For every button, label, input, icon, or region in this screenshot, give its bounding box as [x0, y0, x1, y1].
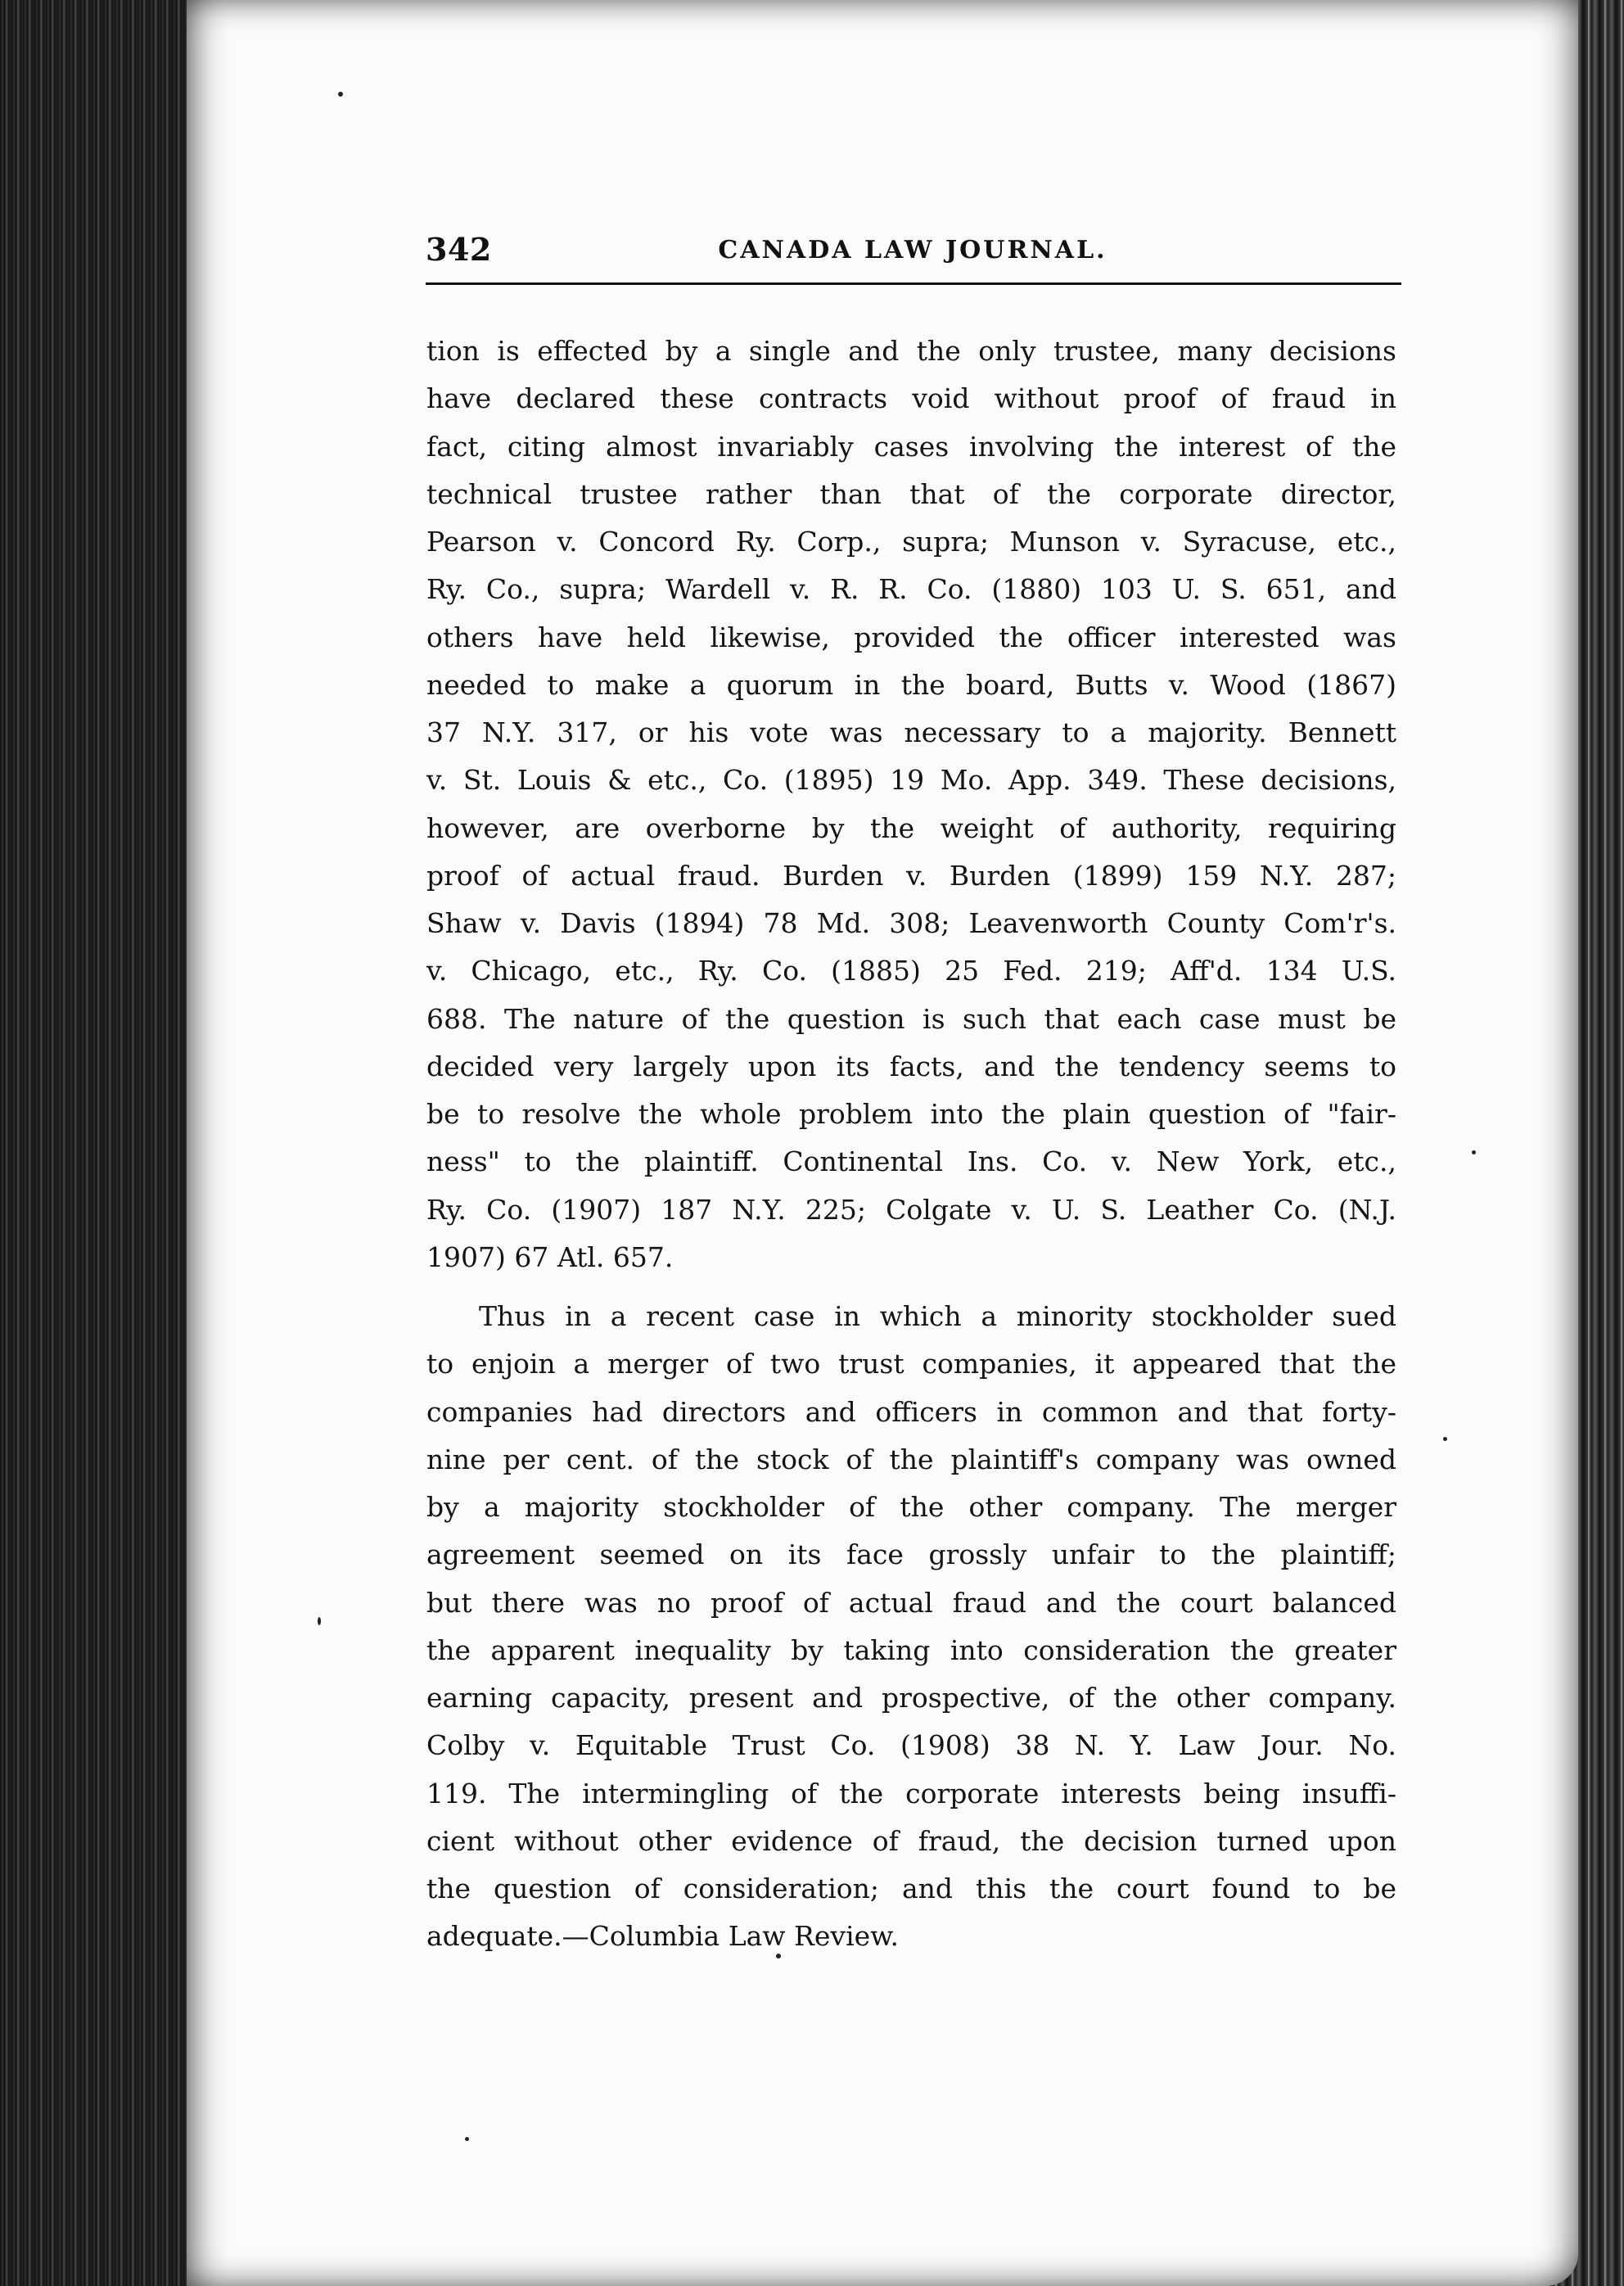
- text-line: ness" to the plaintiff. Continental Ins. Co. v. New York, etc.,: [426, 1145, 1396, 1178]
- text-line: v. Chicago, etc., Ry. Co. (1885) 25 Fed. 219; Aff'd. 134 U.S.: [426, 955, 1396, 987]
- text-line: the question of consideration; and this the court found to be: [426, 1873, 1396, 1904]
- text-line: however, are overborne by the weight of authority, requiring: [426, 811, 1396, 844]
- scan-dark-margin-left: [0, 0, 205, 2286]
- text-line: proof of actual fraud. Burden v. Burden (1899) 159 N.Y. 287;: [426, 859, 1396, 892]
- text-line: but there was no proof of actual fraud and the court balanced: [426, 1586, 1396, 1619]
- text-line: Pearson v. Concord Ry. Corp., supra; Munson v. Syracuse, etc.,: [426, 526, 1396, 558]
- article-text: [426, 328, 1396, 1961]
- text-line: 1907) 67 Atl. 657.: [426, 1240, 674, 1273]
- scan-speck: [338, 92, 343, 97]
- text-line: the apparent inequality by taking into consideration the greater: [426, 1633, 1396, 1666]
- text-line: Colby v. Equitable Trust Co. (1908) 38 N. Y. Law Jour. No.: [426, 1729, 1396, 1762]
- text-line: decided very largely upon its facts, and the tendency seems to: [426, 1050, 1396, 1082]
- text-line: Ry. Co. (1907) 187 N.Y. 225; Colgate v. U. S. Leather Co. (N.J.: [426, 1193, 1396, 1226]
- paragraph-gap: [426, 1281, 1396, 1293]
- page-number: 342: [426, 231, 492, 268]
- text-line: cient without other evidence of fraud, the decision turned upon: [426, 1824, 1396, 1857]
- text-line: technical trustee rather than that of the corporate director,: [426, 477, 1396, 510]
- header-rule: [426, 282, 1401, 285]
- text-line: by a majority stockholder of the other company. The merger: [426, 1491, 1396, 1523]
- text-line: adequate.—Columbia Law Review.: [426, 1920, 899, 1953]
- page-header: [426, 231, 1400, 280]
- text-line: agreement seemed on its face grossly unfair to the plaintiff;: [426, 1538, 1396, 1571]
- text-line: 688. The nature of the question is such that each case must be: [426, 1002, 1396, 1035]
- text-line: fact, citing almost invariably cases involving the interest of the: [426, 430, 1396, 463]
- scan-speck: [1472, 1150, 1476, 1154]
- text-line: earning capacity, present and prospective, of the other company.: [426, 1682, 1396, 1714]
- text-line: tion is effected by a single and the only trustee, many decisions: [426, 335, 1396, 367]
- text-line: Ry. Co., supra; Wardell v. R. R. Co. (1880) 103 U. S. 651, and: [426, 573, 1396, 606]
- running-head: CANADA LAW JOURNAL.: [718, 236, 1107, 264]
- text-line: be to resolve the whole problem into the plain question of "fair-: [426, 1098, 1396, 1130]
- text-line: companies had directors and officers in common and that forty-: [426, 1395, 1396, 1428]
- text-line: 119. The intermingling of the corporate interests being insuffi-: [426, 1777, 1396, 1809]
- scan-speck: [465, 2137, 469, 2141]
- text-line: Shaw v. Davis (1894) 78 Md. 308; Leavenworth County Com'r's.: [426, 907, 1396, 939]
- text-line: nine per cent. of the stock of the plaintiff's company was owned: [426, 1443, 1396, 1475]
- scan-speck: [1443, 1437, 1447, 1441]
- text-line: 37 N.Y. 317, or his vote was necessary to a majority. Bennett: [426, 716, 1396, 748]
- text-line: Thus in a recent case in which a minority stockholder sued: [479, 1300, 1396, 1332]
- scan-speck: [318, 1617, 321, 1625]
- paragraph-1: [426, 328, 1396, 1281]
- text-line: others have held likewise, provided the officer interested was: [426, 621, 1396, 653]
- text-line: to enjoin a merger of two trust companies, it appeared that the: [426, 1348, 1396, 1380]
- text-line: v. St. Louis & etc., Co. (1895) 19 Mo. App. 349. These decisions,: [426, 764, 1396, 797]
- text-line: needed to make a quorum in the board, Butts v. Wood (1867): [426, 668, 1396, 701]
- paragraph-2: [426, 1293, 1396, 1961]
- text-line: have declared these contracts void without proof of fraud in: [426, 382, 1396, 415]
